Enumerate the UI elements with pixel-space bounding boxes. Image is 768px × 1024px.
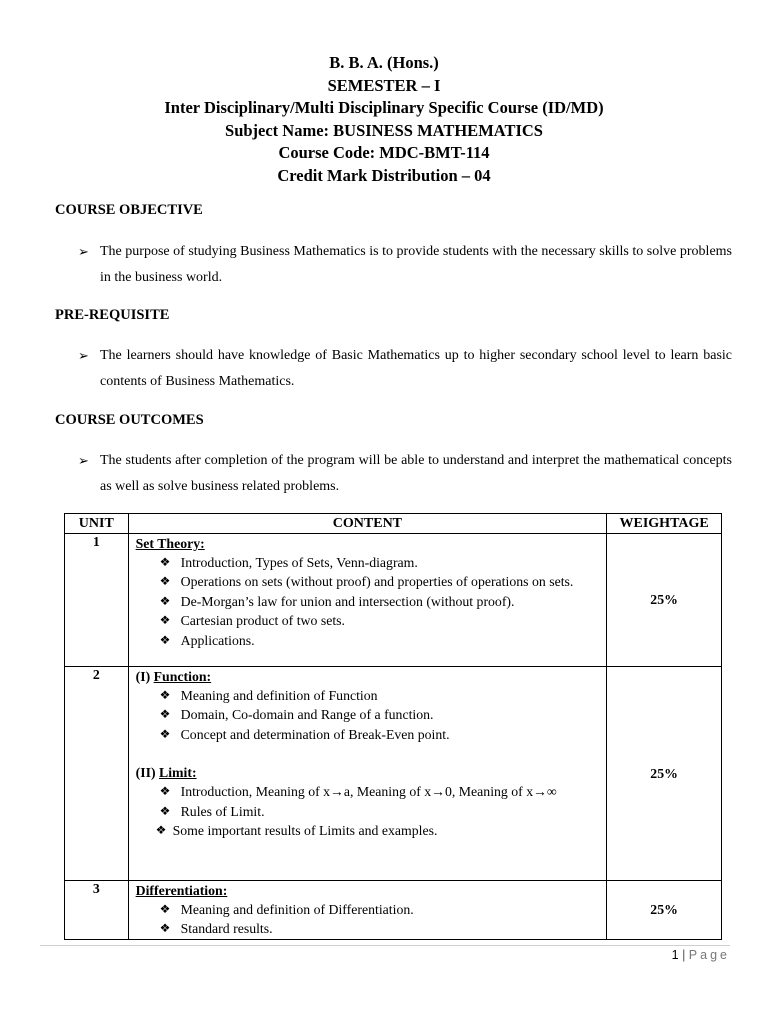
credit-distribution: Credit Mark Distribution – 04	[277, 165, 491, 185]
program-title: B. B. A. (Hons.)	[329, 53, 439, 72]
list-item: ❖ Meaning and definition of Differentiation.	[136, 900, 595, 919]
objective-text: The purpose of studying Business Mathematics is to provide students with the necessary skills to solve problems in the business world.	[100, 244, 732, 285]
arrow-bullet-icon: ➢	[78, 453, 89, 468]
diamond-bullet-icon: ❖	[159, 803, 171, 818]
prerequisite-paragraph	[78, 343, 732, 394]
footer-divider	[40, 945, 730, 946]
table-header-row	[65, 514, 722, 534]
diamond-bullet-icon: ❖	[159, 574, 171, 589]
diamond-bullet-icon: ❖	[159, 555, 171, 569]
list-item: ❖ Cartesian product of two sets.	[136, 611, 595, 630]
list-item: ❖ Rules of Limit.	[136, 802, 595, 821]
arrow-bullet-icon: ➢	[78, 244, 89, 259]
diamond-bullet-icon: ❖	[159, 784, 171, 799]
list-item: ❖ Standard results.	[136, 919, 595, 938]
list-item: ❖ Operations on sets (without proof) and properties of operations on sets.	[136, 572, 595, 591]
unit-number: 3	[65, 881, 129, 940]
unit-weightage: 25%	[607, 881, 722, 940]
page-footer	[640, 948, 730, 962]
diamond-bullet-icon: ❖	[159, 902, 171, 916]
diamond-bullet-icon: ❖	[159, 593, 171, 608]
header-weightage: WEIGHTAGE	[607, 514, 722, 534]
prerequisite-text: The learners should have knowledge of Basic Mathematics up to higher secondary school level to learn basic contents of Business Mathematics.	[100, 348, 732, 389]
objective-paragraph	[78, 239, 732, 290]
diamond-bullet-icon: ❖	[159, 921, 171, 936]
unit-weightage: 25%	[607, 667, 722, 881]
list-item: ❖ De-Morgan’s law for union and intersection (without proof).	[136, 592, 595, 611]
syllabus-table	[64, 513, 722, 940]
list-item: ❖ Introduction, Meaning of x→a, Meaning of x→0, Meaning of x→∞	[136, 782, 595, 801]
unit-weightage: 25%	[607, 534, 722, 667]
diamond-bullet-icon: ❖	[159, 632, 171, 647]
list-item: ❖ Some important results of Limits and examples.	[136, 821, 595, 840]
unit-title: Set Theory:	[135, 536, 205, 551]
section-heading-prerequisite: PRE-REQUISITE	[55, 307, 170, 323]
unit-number: 1	[65, 534, 129, 667]
diamond-bullet-icon: ❖	[159, 707, 171, 722]
list-item: ❖ Domain, Co-domain and Range of a function.	[136, 705, 595, 724]
course-type-title: Inter Disciplinary/Multi Disciplinary Specific Course (ID/MD)	[164, 98, 604, 118]
list-item: ❖ Applications.	[136, 631, 595, 650]
unit-subtitle: (II) Limit:	[135, 765, 197, 781]
list-item: ❖ Introduction, Types of Sets, Venn-diagram.	[136, 553, 595, 572]
list-item: ❖ Meaning and definition of Function	[136, 686, 595, 705]
diamond-bullet-icon: ❖	[159, 726, 171, 741]
topic-list	[136, 782, 595, 840]
unit-number: 2	[65, 667, 129, 881]
footer-separator: |	[682, 948, 686, 962]
document-header	[0, 52, 768, 188]
section-heading-objective: COURSE OBJECTIVE	[55, 202, 203, 218]
outcomes-text: The students after completion of the program will be able to understand and interpret the mathematical concepts as well as solve business related problems.	[100, 453, 732, 494]
header-content: CONTENT	[128, 514, 607, 534]
page-number: 1	[671, 948, 679, 962]
topic-list	[136, 686, 595, 744]
arrow-bullet-icon: ➢	[78, 348, 89, 363]
diamond-bullet-icon: ❖	[159, 613, 171, 628]
header-unit: UNIT	[65, 514, 129, 534]
unit-content	[128, 667, 607, 881]
course-code: Course Code: MDC-BMT-114	[278, 143, 490, 163]
table-row	[65, 534, 722, 667]
subject-name: Subject Name: BUSINESS MATHEMATICS	[225, 120, 543, 140]
semester-title: SEMESTER – I	[327, 75, 441, 95]
outcomes-paragraph	[78, 448, 732, 499]
unit-title: Differentiation:	[135, 883, 228, 898]
diamond-bullet-icon: ❖	[159, 688, 171, 702]
list-item: ❖ Concept and determination of Break-Even point.	[136, 725, 595, 744]
section-heading-outcomes: COURSE OUTCOMES	[55, 412, 204, 428]
unit-content	[128, 534, 607, 667]
topic-list	[136, 900, 595, 939]
diamond-bullet-icon: ❖	[155, 823, 167, 838]
unit-content	[128, 881, 607, 940]
table-row	[65, 667, 722, 881]
topic-list	[136, 553, 595, 650]
unit-title: (I) Function:	[135, 669, 212, 684]
page-label: Page	[688, 948, 730, 962]
table-row	[65, 881, 722, 940]
